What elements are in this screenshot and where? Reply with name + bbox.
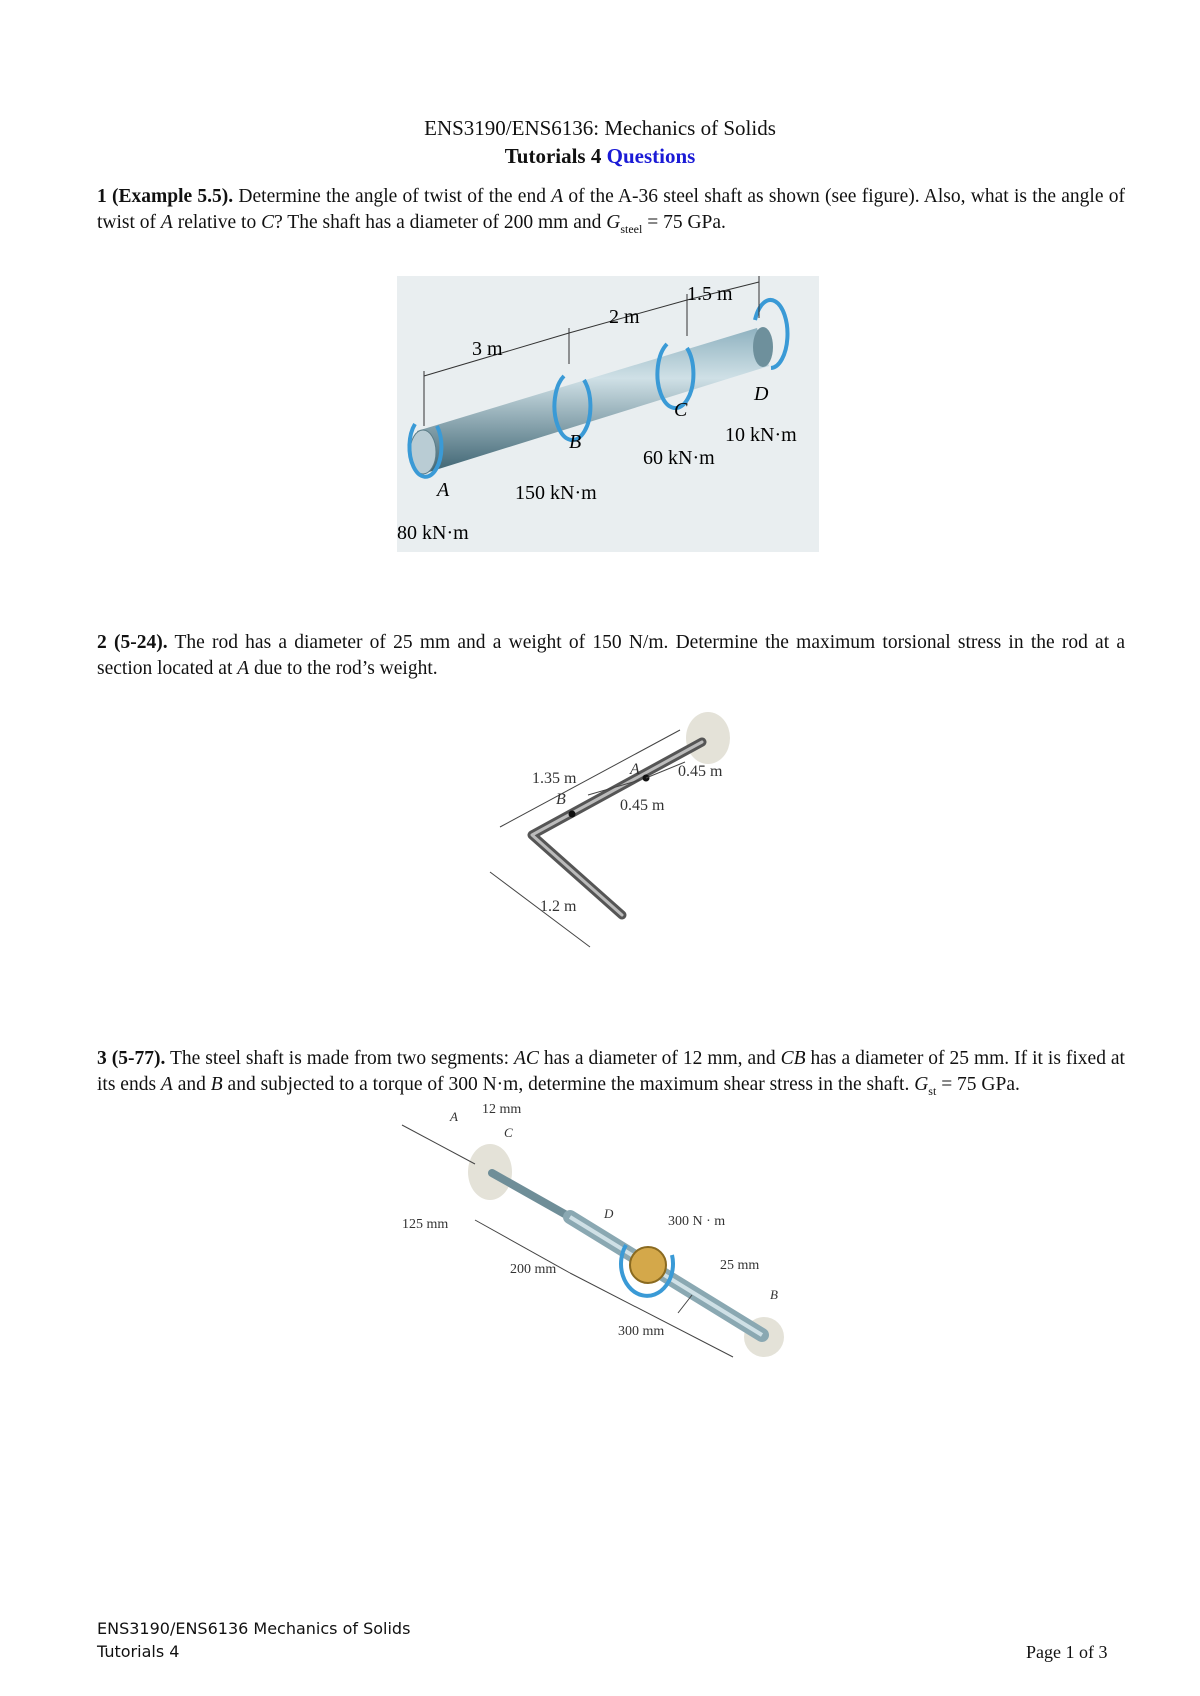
dimension-lines — [402, 1125, 733, 1357]
dim-1-35m: 1.35 m — [532, 770, 577, 787]
point-c: C — [674, 399, 688, 421]
point-d: D — [754, 383, 769, 405]
torque-label-b: 150 kN·m — [515, 482, 597, 504]
q1-text: of the A-36 steel shaft as shown (see figure). Also, what is the angle of twist of — [97, 186, 1126, 233]
dim-1-5m: 1.5 m — [687, 283, 733, 305]
label-c: C — [504, 1125, 513, 1140]
label-a: A — [450, 1109, 458, 1124]
shaft-segment-ac — [492, 1173, 570, 1217]
q1-var: G — [606, 212, 621, 233]
q3-var: A — [160, 1074, 173, 1095]
dim-3m: 3 m — [472, 338, 503, 360]
subtitle-questions: Questions — [606, 144, 696, 168]
rod-point-b — [569, 811, 576, 818]
q1-text: = 75 GPa. — [642, 212, 726, 233]
question-1 — [97, 184, 1125, 242]
question-3 — [97, 1046, 1125, 1104]
q2-text: due to the rod’s weight. — [249, 658, 438, 679]
q3-text: has a diameter of 12 mm, and — [538, 1048, 781, 1069]
q3-subscript: st — [928, 1083, 937, 1098]
q1-var: C — [261, 212, 275, 233]
dim-12mm: 12 mm — [482, 1102, 522, 1117]
subtitle-tutorial: Tutorials 4 — [504, 144, 602, 168]
q3-var: B — [210, 1074, 223, 1095]
label-b: B — [770, 1287, 778, 1302]
document-subtitle — [0, 144, 1200, 169]
torque-label-c: 60 kN·m — [643, 447, 715, 469]
label-a: A — [630, 761, 640, 778]
document-title: ENS3190/ENS6136: Mechanics of Solids — [424, 116, 776, 140]
q1-text: Determine the angle of twist of the end — [233, 186, 552, 207]
figure-2-bent-rod — [480, 712, 750, 962]
label-d: D — [604, 1206, 614, 1221]
question-2 — [97, 630, 1125, 682]
figure-1-shaft — [397, 276, 819, 552]
footer-course: ENS3190/ENS6136 Mechanics of Solids — [97, 1619, 411, 1638]
q1-var: A — [160, 212, 173, 233]
q1-var: A — [551, 186, 564, 207]
dim-200mm: 200 mm — [510, 1262, 557, 1277]
shaft-highlight — [570, 1217, 762, 1335]
footer-page-number: Page 1 of 3 — [1026, 1642, 1108, 1662]
q3-text: = 75 GPa. — [936, 1074, 1020, 1095]
rod-highlight — [532, 742, 702, 915]
dim-25mm: 25 mm — [720, 1258, 760, 1273]
q3-var: AC — [514, 1048, 539, 1069]
question-1-label: 1 (Example 5.5). — [97, 186, 234, 207]
q1-text: relative to — [172, 212, 262, 233]
torque-label: 300 N · m — [668, 1214, 726, 1229]
q1-subscript: steel — [620, 221, 643, 236]
question-2-label: 2 (5-24). — [97, 632, 168, 653]
q3-text: has a diameter of 25 mm. If it is fixed at its ends — [97, 1048, 1125, 1095]
torque-label-d: 10 kN·m — [725, 424, 797, 446]
label-b: B — [556, 791, 566, 808]
question-3-label: 3 (5-77). — [97, 1048, 166, 1069]
torque-label-a: 80 kN·m — [397, 522, 469, 544]
dim-0-45m-lower: 0.45 m — [620, 797, 665, 814]
q3-var: CB — [780, 1048, 806, 1069]
shaft-end-d — [753, 327, 773, 367]
q1-text: ? The shaft has a diameter of 200 mm and — [274, 212, 607, 233]
wall-support — [686, 712, 730, 764]
dim-2m: 2 m — [609, 306, 640, 328]
q3-var: G — [914, 1074, 929, 1095]
dim-1-2m: 1.2 m — [540, 898, 577, 915]
q2-text: The rod has a diameter of 25 mm and a weight of 150 N/m. Determine the maximum torsional stress in the rod at a section located at — [97, 632, 1126, 679]
q3-text: The steel shaft is made from two segments: — [165, 1048, 515, 1069]
dim-300mm: 300 mm — [618, 1324, 665, 1339]
q3-text: and subjected to a torque of 300 N·m, determine the maximum shear stress in the shaft. — [222, 1074, 915, 1095]
rod-body — [532, 742, 702, 915]
q3-text: and — [172, 1074, 211, 1095]
q2-var: A — [237, 658, 250, 679]
point-b: B — [569, 431, 582, 453]
gear-d — [630, 1247, 666, 1283]
dim-125mm: 125 mm — [402, 1217, 449, 1232]
point-a: A — [437, 479, 450, 501]
footer-tutorial: Tutorials 4 — [97, 1642, 180, 1661]
figure-3-two-segment-shaft — [402, 1102, 800, 1357]
dim-0-45m-upper: 0.45 m — [678, 763, 723, 780]
